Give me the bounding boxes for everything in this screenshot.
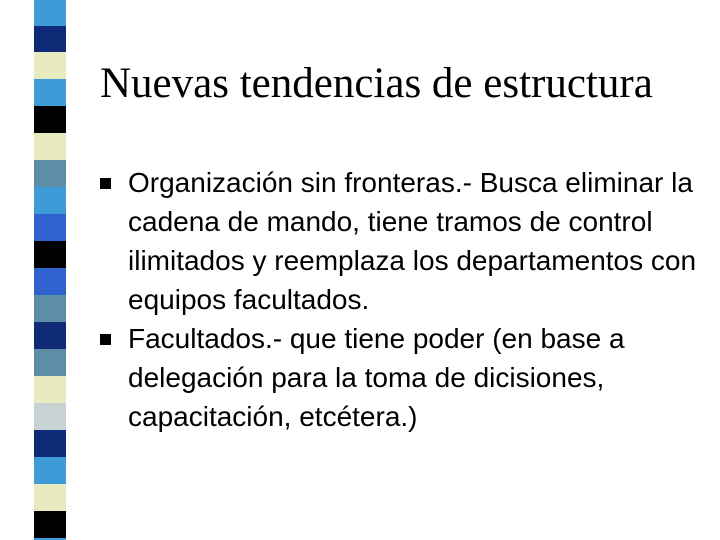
bullet-item-facultados [100,319,710,436]
stripe-block [34,484,66,511]
stripe-block [34,457,66,484]
stripe-block [34,79,66,106]
stripe-block [34,511,66,538]
stripe-block [34,403,66,430]
bullet-list [100,163,710,436]
stripe-block [34,52,66,79]
stripe-block [34,268,66,295]
stripe-block [34,133,66,160]
stripe-block [34,160,66,187]
decorative-color-stripe [34,0,66,540]
bullet-text: Facultados.- que tiene poder (en base a delegación para la toma de dicisiones, capacitación, etcétera.) [128,323,625,432]
stripe-block [34,295,66,322]
stripe-block [34,322,66,349]
stripe-block [34,106,66,133]
stripe-block [34,187,66,214]
stripe-block [34,26,66,52]
slide-title: Nuevas tendencias de estructura [100,60,653,107]
stripe-block [34,376,66,403]
bullet-item-organizacion [100,163,710,319]
stripe-block [34,349,66,376]
square-bullet-icon [100,334,111,345]
stripe-block [34,241,66,268]
stripe-block [34,214,66,241]
square-bullet-icon [100,178,111,189]
stripe-block [34,430,66,457]
stripe-block [34,0,66,26]
bullet-text: Organización sin fronteras.- Busca eliminar la cadena de mando, tiene tramos de control ilimitados y reemplaza los departamentos con equipos facultados. [128,167,697,315]
